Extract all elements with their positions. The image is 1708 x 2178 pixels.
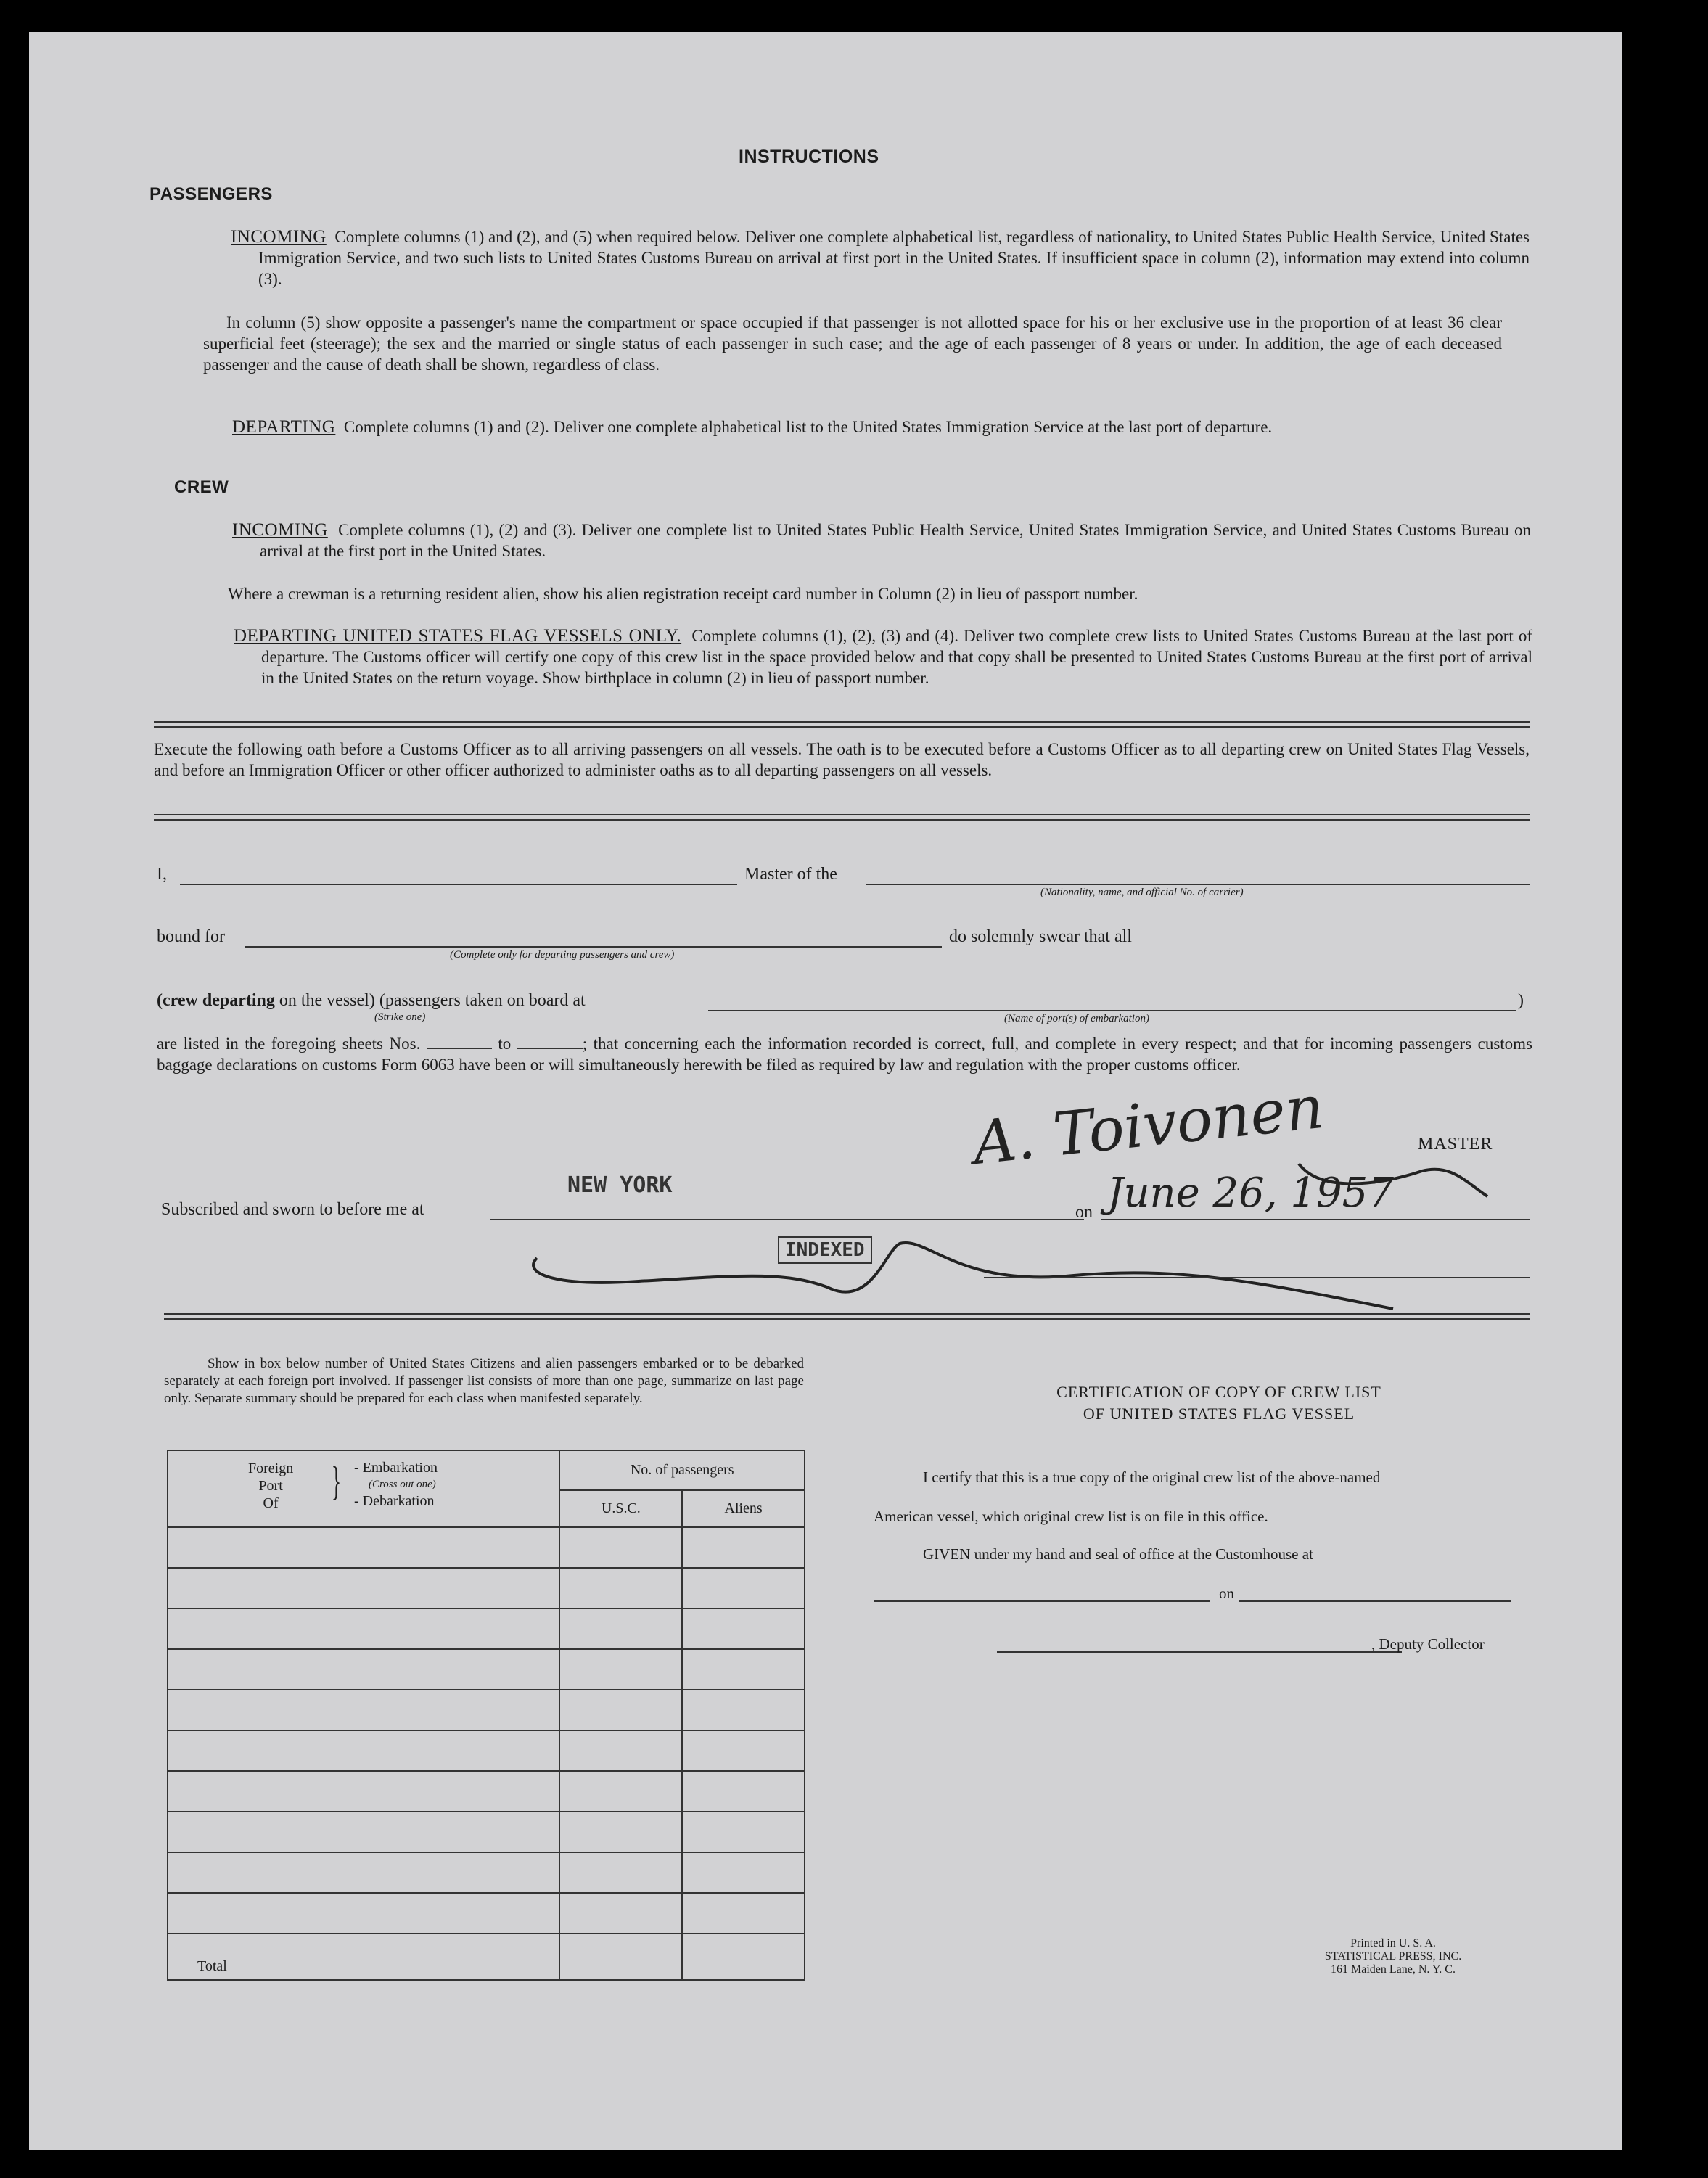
- oath-i-label: I,: [157, 865, 167, 884]
- divider: [154, 814, 1530, 821]
- summary-instructions: Show in box below number of United States Citizens and alien passengers embarked or to be debarked separately at each foreign port involved. If passenger list consists of more than one page, summarize on last page only. Separate summary should be prepared for each class when manifested separately.: [164, 1356, 804, 1406]
- passengers-incoming-label: INCOMING: [231, 227, 327, 247]
- total-usc-cell[interactable]: [559, 1934, 682, 1980]
- listed-to: to: [498, 1035, 512, 1053]
- passenger-summary-table: [167, 1450, 805, 1981]
- listed-text-1: are listed in the foregoing sheets Nos.: [157, 1035, 421, 1053]
- aliens-cell[interactable]: [682, 1690, 805, 1730]
- master-signature: A. Toivonen: [969, 1072, 1327, 1179]
- usc-cell[interactable]: [559, 1852, 682, 1893]
- embark-debark-options: [354, 1460, 438, 1510]
- port-cell[interactable]: [168, 1852, 559, 1893]
- aliens-cell[interactable]: [682, 1608, 805, 1649]
- master-label: MASTER: [1418, 1135, 1493, 1154]
- divider: [154, 721, 1530, 728]
- master-of-the-label: Master of the: [744, 865, 837, 884]
- certification-title: [929, 1381, 1509, 1425]
- passengers-taken-option: (passengers taken on board at: [379, 991, 586, 1010]
- aliens-cell[interactable]: [682, 1812, 805, 1852]
- customhouse-field[interactable]: [874, 1600, 1210, 1602]
- port-cell[interactable]: [168, 1568, 559, 1608]
- usc-cell[interactable]: [559, 1730, 682, 1771]
- summary-rows: [168, 1527, 805, 1934]
- carrier-field[interactable]: [866, 884, 1530, 885]
- summary-row: [168, 1608, 805, 1649]
- listed-text-2: ; that concerning each the information recorded is correct, full, and complete in every respect; and that for incoming passengers customs baggage declarations on customs Form 6063 have been or will simultaneously herewith be filed as required by law and regulation with the proper customs officer.: [157, 1035, 1532, 1074]
- form-page: [29, 32, 1622, 2150]
- usc-cell[interactable]: [559, 1771, 682, 1812]
- passengers-heading: PASSENGERS: [149, 184, 273, 204]
- cross-out-note: (Cross out one): [369, 1479, 436, 1490]
- oath-instructions: Execute the following oath before a Customs Officer as to all arriving passengers on all vessels. The oath is to be executed before a Customs Officer as to all departing crew on United States Flag Vessels, and before an Immigration Officer or other officer authorized to administer oaths as to all departing passengers on all vessels.: [154, 740, 1530, 779]
- crew-departing-label: DEPARTING UNITED STATES FLAG VESSELS ONLY.: [234, 626, 682, 646]
- port-cell[interactable]: [168, 1812, 559, 1852]
- summary-row: [168, 1568, 805, 1608]
- summary-row: [168, 1649, 805, 1690]
- crew-incoming-text: Complete columns (1), (2) and (3). Deliver one complete list to United States Public Health Service, United States Immigration Service, and United States Customs Bureau on arrival at the first port in the United States.: [260, 521, 1531, 560]
- crew-departing-text: Complete columns (1), (2), (3) and (4). Deliver two complete crew lists to United States Customs Bureau at the last port of departure. The Customs officer will certify one copy of this crew list in the space provided below and that copy shall be presented to United States Customs Bureau at the first port of arrival in the United States on the return voyage. Show birthplace in column (2) in lieu of passport number.: [261, 627, 1533, 687]
- summary-row: [168, 1852, 805, 1893]
- aliens-header: Aliens: [682, 1490, 805, 1527]
- foreign-port-header: [168, 1450, 559, 1527]
- summary-row: [168, 1893, 805, 1934]
- aliens-cell[interactable]: [682, 1730, 805, 1771]
- bound-for-label: bound for: [157, 927, 225, 946]
- carrier-note: (Nationality, name, and official No. of carrier): [1040, 887, 1244, 898]
- total-aliens-cell[interactable]: [682, 1934, 805, 1980]
- foreign-port-label: [248, 1460, 293, 1512]
- port-cell[interactable]: [168, 1649, 559, 1690]
- cert-date-field[interactable]: [1239, 1600, 1511, 1602]
- on-the-vessel-label: on the vessel): [279, 991, 375, 1010]
- master-name-field[interactable]: [180, 884, 737, 885]
- aliens-cell[interactable]: [682, 1649, 805, 1690]
- divider: [164, 1313, 1530, 1320]
- usc-cell[interactable]: [559, 1690, 682, 1730]
- passengers-departing-label: DEPARTING: [232, 417, 336, 437]
- strike-note: (Strike one): [374, 1011, 426, 1023]
- printer-line2: STATISTICAL PRESS, INC.: [1324, 1950, 1462, 1963]
- brace-icon: }: [331, 1459, 342, 1504]
- crew-departing-paragraph: [234, 625, 1532, 689]
- total-label: Total: [168, 1934, 559, 1980]
- crew-passenger-line: [157, 991, 586, 1011]
- usc-cell[interactable]: [559, 1649, 682, 1690]
- on-label: on: [1075, 1203, 1093, 1222]
- close-paren: ): [1518, 991, 1524, 1010]
- subscribed-label: Subscribed and sworn to before me at: [161, 1200, 424, 1219]
- usc-header: U.S.C.: [559, 1490, 682, 1527]
- port-cell[interactable]: [168, 1527, 559, 1568]
- aliens-cell[interactable]: [682, 1527, 805, 1568]
- bound-for-field[interactable]: [245, 946, 942, 948]
- passengers-incoming-text: Complete columns (1) and (2), and (5) when required below. Deliver one complete alphabetical list, regardless of nationality, to United States Public Health Service, United States Immigration Service, and two such lists to United States Customs Bureau on arrival at first port in the United States. If insufficient space in column (2), information may extend into column (3).: [258, 228, 1530, 288]
- date-field[interactable]: [1101, 1219, 1530, 1220]
- cert-on-label: on: [1219, 1585, 1234, 1602]
- certify-line2: American vessel, which original crew list is on file in this office.: [874, 1508, 1268, 1525]
- port-cell[interactable]: [168, 1771, 559, 1812]
- deputy-collector-field[interactable]: [997, 1651, 1402, 1653]
- date-handwritten: June 26, 1957: [1107, 1170, 1394, 1217]
- passengers-incoming-paragraph: [231, 226, 1530, 289]
- no-of-passengers-header: No. of passengers: [559, 1450, 805, 1490]
- embarkation-option[interactable]: - Embarkation: [354, 1460, 438, 1476]
- bound-for-note: (Complete only for departing passengers and crew): [450, 949, 675, 961]
- given-text: GIVEN under my hand and seal of office at the Customhouse at: [923, 1545, 1313, 1563]
- usc-cell[interactable]: [559, 1893, 682, 1934]
- crewman-paragraph: Where a crewman is a returning resident alien, show his alien registration receipt card number in Column (2) in lieu of passport number.: [228, 585, 1138, 603]
- port-word: Port: [258, 1478, 283, 1494]
- printer-line1: Printed in U. S. A.: [1350, 1937, 1436, 1949]
- indexed-scrawl: [522, 1229, 1437, 1323]
- summary-row: [168, 1690, 805, 1730]
- embarkation-note: (Name of port(s) of embarkation): [1004, 1013, 1149, 1024]
- passengers-departing-text: Complete columns (1) and (2). Deliver one complete alphabetical list to the United States Immigration Service at the last port of departure.: [343, 418, 1273, 436]
- crew-departing-option: (crew departing: [157, 991, 275, 1010]
- column5-paragraph: In column (5) show opposite a passenger's name the compartment or space occupied if that passenger is not allotted space for his or her exclusive use in the proportion of at least 36 clear superficial feet (steerage); the sex and the married or single status of each passenger in such case; and the age of each passenger of 8 years or under. In addition, the age of each deceased passenger and the cause of death shall be shown, regardless of class.: [203, 313, 1502, 374]
- location-stamp: NEW YORK: [567, 1172, 673, 1198]
- port-cell[interactable]: [168, 1690, 559, 1730]
- sheet-from-field[interactable]: [427, 1048, 492, 1049]
- summary-row: [168, 1527, 805, 1568]
- listed-paragraph: [157, 1033, 1532, 1075]
- certify-line1: I certify that this is a true copy of the original crew list of the above-named: [923, 1468, 1381, 1486]
- certification-title-line2: OF UNITED STATES FLAG VESSEL: [1083, 1405, 1355, 1423]
- indexed-stamp: INDEXED: [785, 1239, 865, 1261]
- usc-cell[interactable]: [559, 1812, 682, 1852]
- aliens-cell[interactable]: [682, 1568, 805, 1608]
- aliens-cell[interactable]: [682, 1771, 805, 1812]
- usc-cell[interactable]: [559, 1527, 682, 1568]
- crew-incoming-label: INCOMING: [232, 520, 328, 540]
- solemnly-swear-label: do solemnly swear that all: [949, 927, 1132, 946]
- usc-cell[interactable]: [559, 1568, 682, 1608]
- instructions-title: INSTRUCTIONS: [739, 147, 879, 167]
- indexed-stamp-box: [778, 1236, 872, 1264]
- port-cell[interactable]: [168, 1730, 559, 1771]
- printer-imprint: [1255, 1937, 1531, 1976]
- crew-incoming-paragraph: [232, 519, 1531, 562]
- debarkation-option[interactable]: - Debarkation: [354, 1493, 435, 1509]
- summary-row: [168, 1771, 805, 1812]
- port-cell[interactable]: [168, 1608, 559, 1649]
- usc-cell[interactable]: [559, 1608, 682, 1649]
- certification-title-line1: CERTIFICATION OF COPY OF CREW LIST: [1056, 1383, 1381, 1401]
- sheet-to-field[interactable]: [517, 1048, 583, 1049]
- passengers-departing-paragraph: [232, 416, 1530, 437]
- crew-heading: CREW: [174, 477, 229, 497]
- embarkation-port-field[interactable]: [708, 1010, 1516, 1011]
- foreign-word: Foreign: [248, 1460, 294, 1476]
- officer-signature-field[interactable]: [984, 1277, 1530, 1278]
- of-word: Of: [263, 1495, 279, 1511]
- deputy-collector-label: , Deputy Collector: [1371, 1635, 1485, 1653]
- aliens-cell[interactable]: [682, 1893, 805, 1934]
- summary-row: [168, 1812, 805, 1852]
- printer-line3: 161 Maiden Lane, N. Y. C.: [1331, 1963, 1456, 1976]
- summary-row: [168, 1730, 805, 1771]
- aliens-cell[interactable]: [682, 1852, 805, 1893]
- location-field[interactable]: [490, 1219, 1084, 1220]
- port-cell[interactable]: [168, 1893, 559, 1934]
